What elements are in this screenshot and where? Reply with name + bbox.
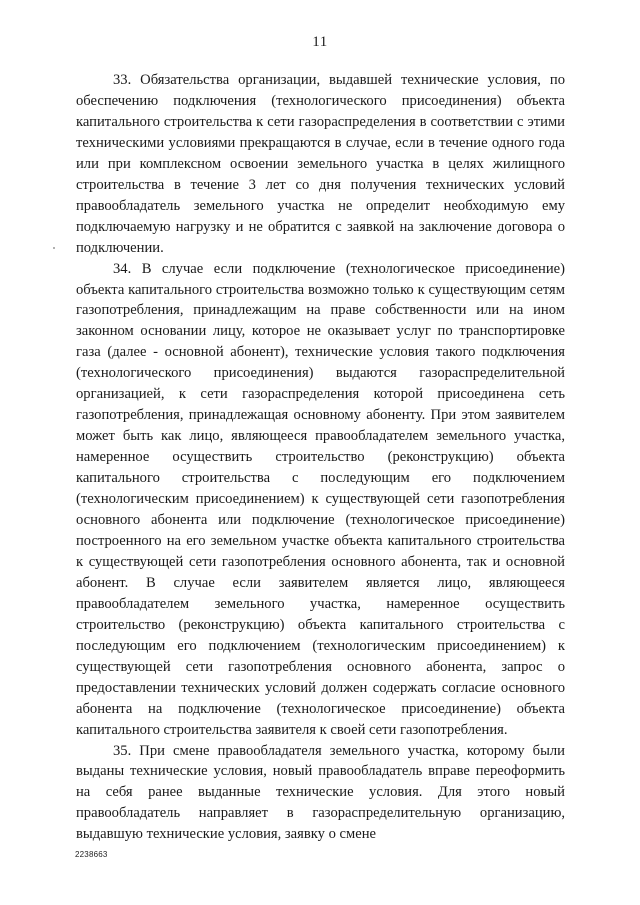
paragraph-33: 33. Обязательства организации, выдавшей технические условия, по обеспечению подключения (технологического присоединения) объекта капитального строительства к сети газораспределения в соответствии с этими техническими условиями прекращаются в случае, если в течение одного года или при комплексном освоении земельного участка в целях жилищного строительства в течение 3 лет со дня получения технических условий правообладатель земельного участка не определит необходимую ему подключаемую нагрузку и не обратится с заявкой на заключение договора о подключении. <box>76 72 565 256</box>
page-number: 11 <box>312 34 328 50</box>
document-body <box>76 70 565 845</box>
paragraph-34: 34. В случае если подключение (технологическое присоединение) объекта капитального строительства возможно только к существующим сетям газопотребления, принадлежащим на праве собственности или на ином законном основании лицу, которое не оказывает услуг по транспортировке газа (далее - основной абонент), технические условия такого подключения (технологического присоединения) выдаются газораспределительной организацией, к сети газораспределения которой присоединена сеть газопотребления, принадлежащая основному абоненту. При этом заявителем может быть как лицо, являющееся правообладателем земельного участка, намеренное осуществить строительство (реконструкцию) объекта капитального строительства с последующим его подключением (технологическим присоединением) к существующей сети газопотребления основного абонента или подключение (технологическое присоединение) построенного на его земельном участке объекта капитального строительства к существующей сети газопотребления основного абонента, так и основной абонент. В случае если заявителем является лицо, являющееся правообладателем земельного участка, намеренное осуществить строительство (реконструкцию) объекта капитального строительства с последующим его подключением (технологическим присоединением) к существующей сети газопотребления основного абонента, запрос о предоставлении технических условий должен содержать согласие основного абонента на подключение (технологическое присоединение) объекта капитального строительства заявителя к своей сети газопотребления. <box>76 260 565 738</box>
scan-speck <box>53 247 55 249</box>
document-code: 2238663 <box>75 850 108 859</box>
paragraph-35: 35. При смене правообладателя земельного участка, которому были выданы технические условия, новый правообладатель вправе переоформить на себя ранее выданные технические условия. Для этого новый правообладатель направляет в газораспределительную организацию, выдавшую технические условия, заявку о смене <box>76 742 565 843</box>
